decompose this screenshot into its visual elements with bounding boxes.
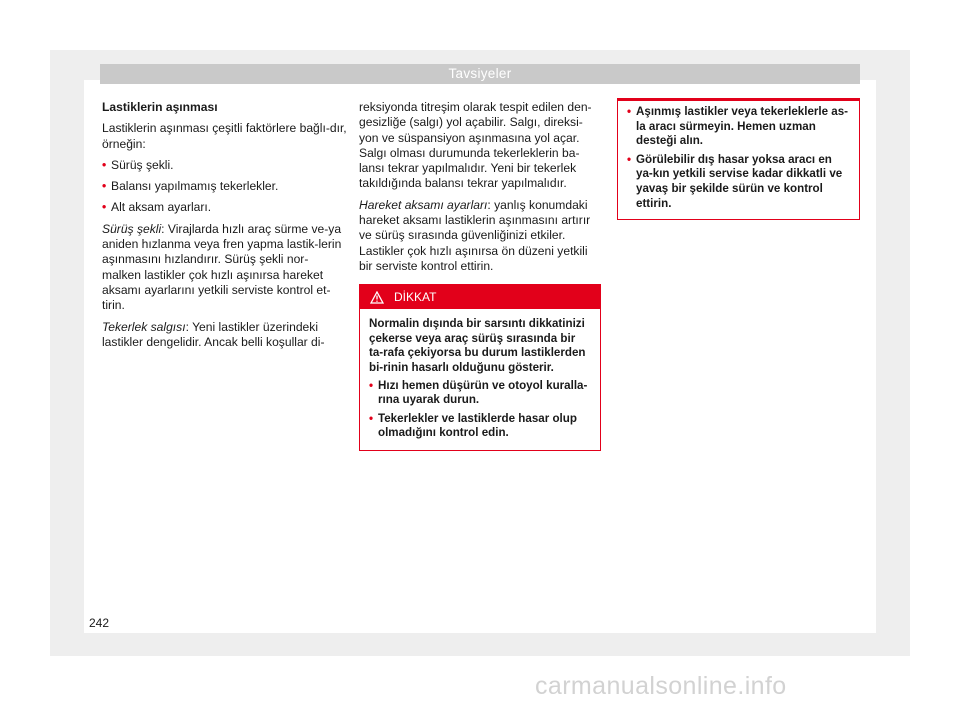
bullet-dot-icon: • [102, 179, 107, 194]
bullet-dot-icon: • [627, 152, 632, 166]
warning-box [359, 284, 601, 451]
bullet-dot-icon: • [627, 105, 632, 118]
list-item: • Alt aksam ayarları. [102, 200, 212, 215]
list-item: • Aşınmış lastikler veya tekerleklerle as-la aracı sürmeyin. Hemen uzman desteği alın. [627, 105, 849, 148]
list-item: • Görülebilir dış hasar yoksa aracı en ya-kın yetkili servise kadar dikkatli ve yavaş bir şekilde sürün ve kontrol ettirin. [627, 152, 843, 210]
section-heading: Lastiklerin aşınması [102, 100, 218, 114]
watermark: carmanualsonline.info [535, 672, 787, 700]
list-item: • Balansı yapılmamış tekerlekler. [102, 179, 279, 194]
column-1 [102, 100, 347, 350]
suspension-paragraph: Hareket aksamı ayarları: yanlış konumdaki hareket aksamı lastiklerin aşınmasını artırır ve sürüş sırasında güvenliğinizi etkiler. Lastikler çok hızlı aşınırsa ön düzeni yetkili bir serviste kontrol ettirin. [359, 197, 591, 273]
intro-paragraph: Lastiklerin aşınması çeşitli faktörlere bağlı-dır, örneğin: [102, 121, 347, 151]
runout-continued-paragraph: reksiyonda titreşim olarak tespit edilen den-gesizliğe (salgı) yol açabilir. Salgı, direksi-yon ve süspansiyon aşınmasına yol açar. Salgı olması durumunda tekerleklerin ba-lansı tekrar yapılmalıdır. Yeni bir tekerlek takıldığında balansı tekrar yapılmalıdır. [359, 100, 592, 191]
wheel-runout-paragraph: Tekerlek salgısı: Yeni lastikler üzerindeki lastikler dengelidir. Ancak belli koşullar di- [102, 319, 325, 349]
warning-text: Normalin dışında bir sarsıntı dikkatinizi çekerse veya araç sürüş sırasında bir ta-rafa çekiyorsa bu durum lastiklerden bi-rinin hasarlı olduğunu gösterir. [369, 317, 586, 375]
section-header: Tavsiyeler [100, 64, 860, 84]
warning-title: DİKKAT [394, 290, 437, 305]
list-item: • Hızı hemen düşürün ve otoyol kuralla-rına uyarak durun. [369, 378, 588, 407]
bullet-dot-icon: • [369, 411, 374, 425]
column-2 [359, 100, 601, 451]
page-number: 242 [89, 616, 110, 630]
bullet-dot-icon: • [102, 157, 107, 172]
warning-triangle-icon [370, 291, 384, 304]
warning-header [360, 285, 600, 309]
warning-continuation-box [617, 98, 860, 220]
term: Sürüş şekli [102, 221, 162, 236]
list-item: • Sürüş şekli. [102, 157, 174, 172]
warning-body [360, 309, 600, 450]
term: Hareket aksamı ayarları [359, 197, 488, 212]
column-3 [617, 100, 860, 220]
driving-style-paragraph: Sürüş şekli: Virajlarda hızlı araç sürme ve-ya aniden hızlanma veya fren yapma lastik-lerin aşınmasını hızlandırır. Sürüş şekli nor-malken lastikler çok hızlı aşınırsa hareket aksamı ayarlarını yetkili serviste kontrol et-tirin. [102, 221, 342, 313]
term: Tekerlek salgısı [102, 319, 186, 334]
list-item: • Tekerlekler ve lastiklerde hasar olup olmadığını kontrol edin. [369, 411, 577, 440]
bullet-dot-icon: • [369, 378, 374, 392]
bullet-dot-icon: • [102, 200, 107, 215]
